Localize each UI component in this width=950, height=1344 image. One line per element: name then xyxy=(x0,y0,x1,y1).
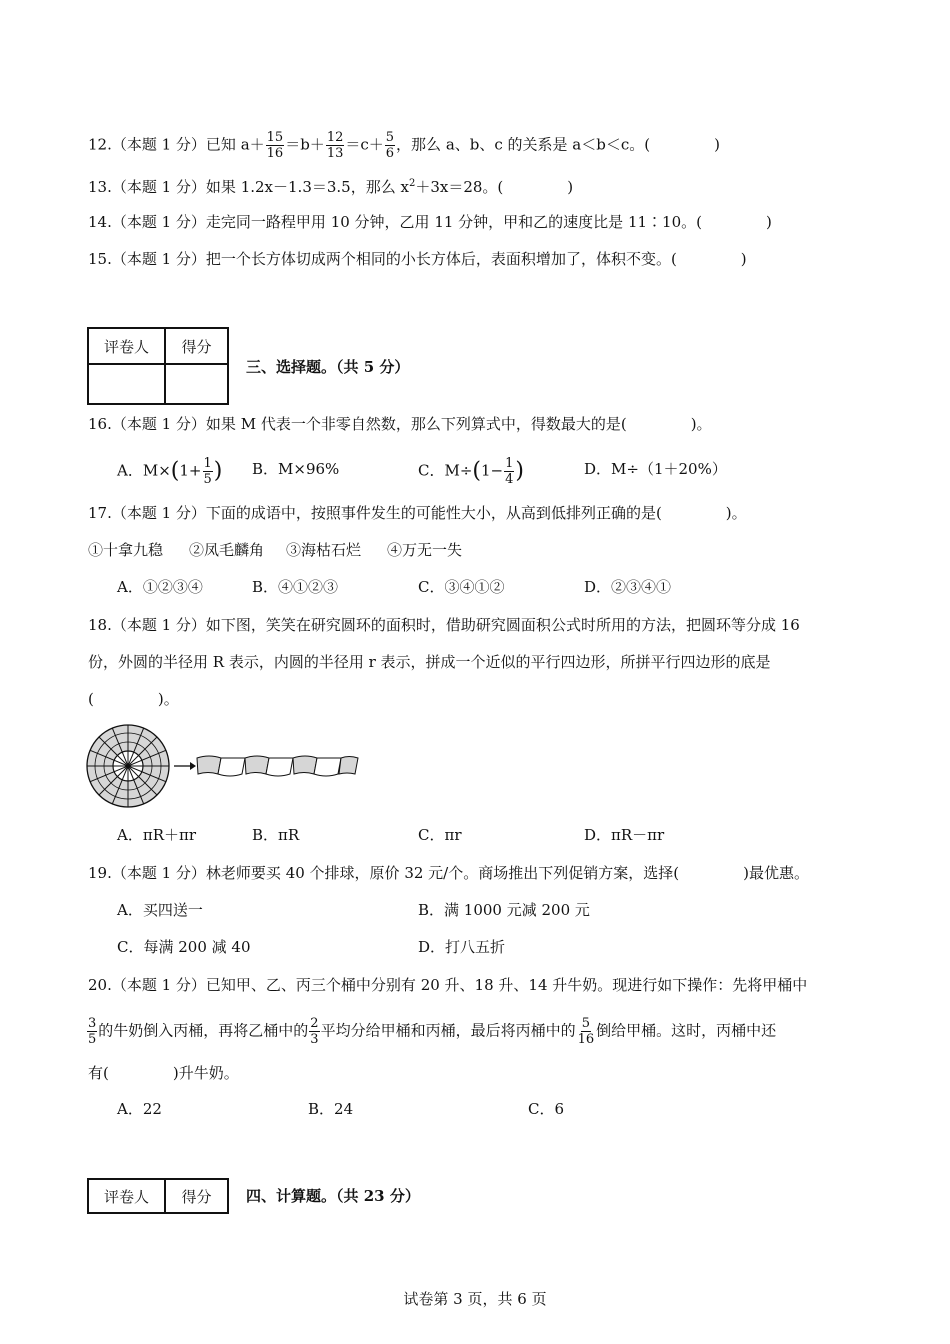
question-12: 12.（本题 1 分）已知 a＋ $\frac{15}{16}$ ＝b＋ $\frac{12}{13}$ ＝c＋ $\frac{5}{6}$ ，那么 a、b、c 的关系是 a＜b＜c。( ) xyxy=(88,130,720,161)
fraction: $\frac{1}{4}$ xyxy=(505,456,514,487)
option-c[interactable]: C．每满 200 减 40 xyxy=(117,938,251,956)
option-b[interactable]: B．M×96% xyxy=(252,460,340,478)
fraction: $\frac{5}{6}$ xyxy=(385,130,395,161)
fraction: $\frac{12}{13}$ xyxy=(326,130,344,161)
question-20-line2: $\frac{3}{5}$ 的牛奶倒入丙桶，再将乙桶中的 $\frac{2}{3}$ 平均分给甲桶和丙桶，最后将丙桶中的 $\frac{5}{16}$ 倒给甲桶。这时，丙桶中还 xyxy=(88,1016,777,1047)
fraction: $\frac{1}{5}$ xyxy=(203,456,212,487)
section-title: 三、选择题。（共 5 分） xyxy=(246,358,410,376)
option-b[interactable]: B．24 xyxy=(308,1100,354,1118)
option-d[interactable]: D．M÷（1＋20%） xyxy=(584,460,727,478)
option-a[interactable]: A．M×(1+ $\frac{1}{5}$ ) xyxy=(117,456,223,487)
reviewer-cell[interactable] xyxy=(88,364,165,404)
option-d[interactable]: D．πR－πr xyxy=(584,826,665,844)
option-b[interactable]: B．④①②③ xyxy=(252,578,339,596)
idiom-list: ①十拿九稳 ②凤毛麟角 ③海枯石烂 ④万无一失 xyxy=(88,541,463,559)
option-a[interactable]: A．①②③④ xyxy=(117,578,203,596)
option-a[interactable]: A．买四送一 xyxy=(117,901,203,919)
question-20-line3: 有( )升牛奶。 xyxy=(88,1064,239,1082)
annulus-figure xyxy=(84,720,364,814)
arrow-icon xyxy=(174,762,196,770)
option-d[interactable]: D．②③④① xyxy=(584,578,672,596)
score-label: 得分 xyxy=(165,1179,228,1213)
option-b[interactable]: B．满 1000 元减 200 元 xyxy=(418,901,590,919)
question-18-line2: 份，外圆的半径用 R 表示，内圆的半径用 r 表示，拼成一个近似的平行四边形，所拼平行四边形的底是 xyxy=(88,653,771,671)
option-c[interactable]: C．6 xyxy=(528,1100,565,1118)
option-c[interactable]: C．③④①② xyxy=(418,578,505,596)
score-label: 得分 xyxy=(165,328,228,364)
question-14: 14.（本题 1 分）走完同一路程甲用 10 分钟，乙用 11 分钟，甲和乙的速度比是 11∶10。( ) xyxy=(88,213,772,231)
page-footer: 试卷第 3 页，共 6 页 xyxy=(403,1290,547,1308)
question-17: 17.（本题 1 分）下面的成语中，按照事件发生的可能性大小，从高到低排列正确的是( )。 xyxy=(88,504,747,522)
option-b[interactable]: B．πR xyxy=(252,826,300,844)
section-title: 四、计算题。（共 23 分） xyxy=(246,1187,420,1205)
question-18-line1: 18.（本题 1 分）如下图，笑笑在研究圆环的面积时，借助研究圆面积公式时所用的方法，把圆环等分成 16 xyxy=(88,616,800,634)
reviewer-label: 评卷人 xyxy=(88,1179,165,1213)
question-16: 16.（本题 1 分）如果 M 代表一个非零自然数，那么下列算式中，得数最大的是( )。 xyxy=(88,415,712,433)
option-c[interactable]: C．πr xyxy=(418,826,462,844)
fraction: $\frac{2}{3}$ xyxy=(310,1016,319,1047)
question-15: 15.（本题 1 分）把一个长方体切成两个相同的小长方体后，表面积增加了，体积不变。( ) xyxy=(88,250,747,268)
score-cell[interactable] xyxy=(165,364,228,404)
option-c[interactable]: C．M÷(1− $\frac{1}{4}$ ) xyxy=(418,456,525,487)
annulus-diagram xyxy=(87,725,169,807)
question-18-line3: ( )。 xyxy=(88,690,179,708)
fraction: $\frac{3}{5}$ xyxy=(88,1016,97,1047)
fraction: $\frac{15}{16}$ xyxy=(266,130,284,161)
reviewer-label: 评卷人 xyxy=(88,328,165,364)
parallelogram-diagram xyxy=(197,756,358,776)
question-20-line1: 20.（本题 1 分）已知甲、乙、丙三个桶中分别有 20 升、18 升、14 升牛奶。现进行如下操作：先将甲桶中 xyxy=(88,976,808,994)
option-a[interactable]: A．22 xyxy=(117,1100,162,1118)
option-d[interactable]: D．打八五折 xyxy=(418,938,506,956)
question-13: 13.（本题 1 分）如果 1.2x－1.3＝3.5，那么 $x^2+3x=28$。( ) xyxy=(88,178,574,196)
score-table xyxy=(87,327,229,405)
question-19: 19.（本题 1 分）林老师要买 40 个排球，原价 32 元/个。商场推出下列促销方案，选择( )最优惠。 xyxy=(88,864,809,882)
option-a[interactable]: A．πR＋πr xyxy=(117,826,197,844)
score-table xyxy=(87,1178,229,1214)
fraction: $\frac{5}{16}$ xyxy=(577,1016,595,1047)
